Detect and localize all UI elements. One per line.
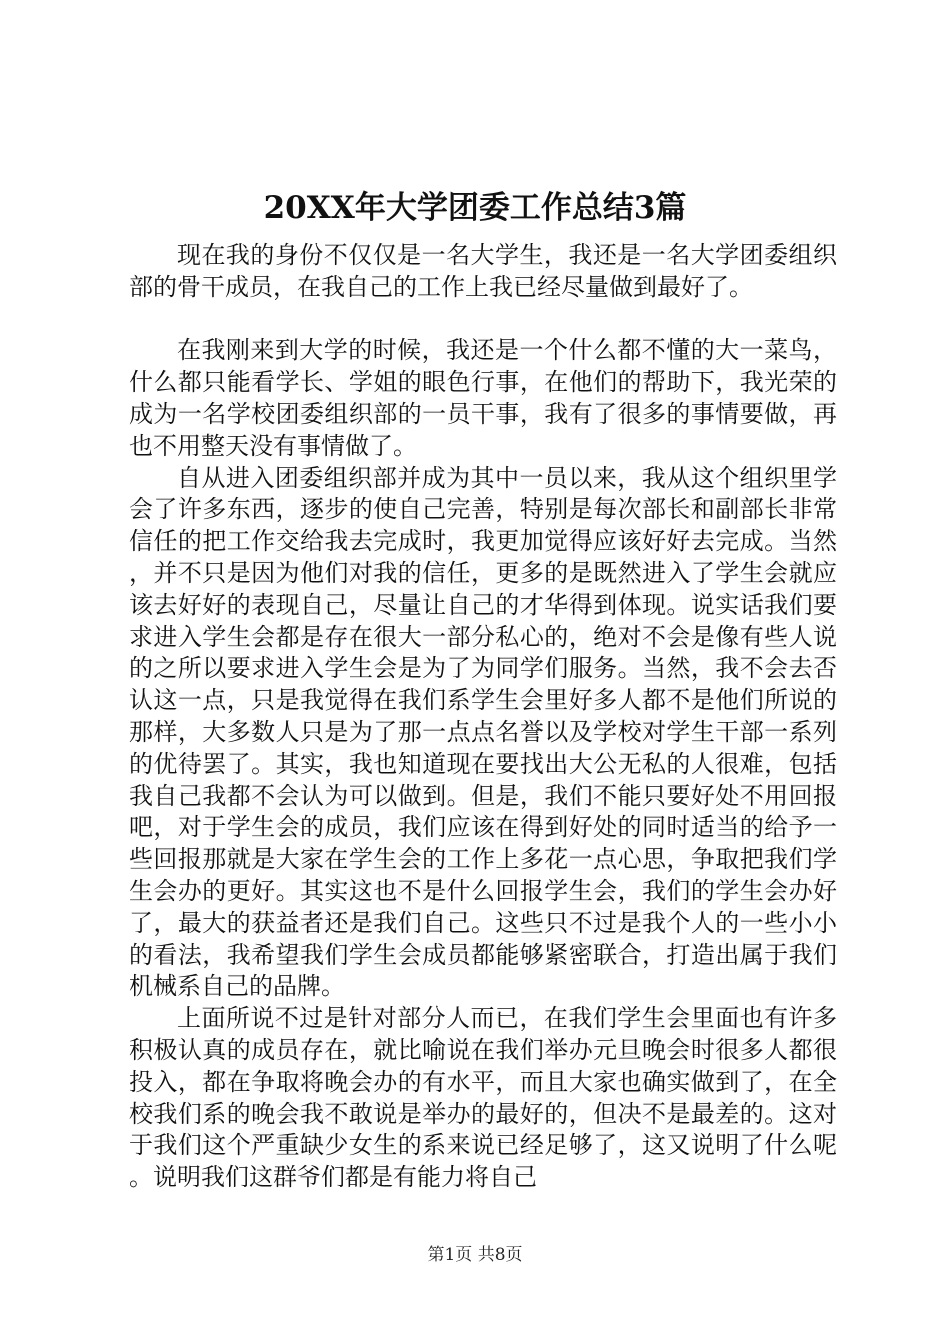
paragraph-4: 上面所说不过是针对部分人而已，在我们学生会里面也有许多积极认真的成员存在，就比喻说在我们举办元旦晚会时很多人都很投入，都在争取将晚会办的有水平，而且大家也确实做到了，在全校我们系的晚会我不敢说是举办的最好的，但决不是最差的。这对于我们这个严重缺少女生的系来说已经足够了，这又说明了什么呢。说明我们这群爷们都是有能力将自己 bbox=[129, 1004, 837, 1192]
paragraph-2: 在我刚来到大学的时候，我还是一个什么都不懂的大一菜鸟，什么都只能看学长、学姐的眼色行事，在他们的帮助下，我光荣的成为一名学校团委组织部的一员干事，我有了很多的事情要做，再也不用整天没有事情做了。 bbox=[129, 336, 837, 460]
paragraph-3: 自从进入团委组织部并成为其中一员以来，我从这个组织里学会了许多东西，逐步的使自己完善，特别是每次部长和副部长非常信任的把工作交给我去完成时，我更加觉得应该好好去完成。当然，并不只是因为他们对我的信任，更多的是既然进入了学生会就应该去好好的表现自己，尽量让自己的才华得到体现。说实话我们要求进入学生会都是存在很大一部分私心的，绝对不会是像有些人说的之所以要求进入学生会是为了为同学们服务。当然，我不会去否认这一点，只是我觉得在我们系学生会里好多人都不是他们所说的那样，大多数人只是为了那一点点名誉以及学校对学生干部一系列的优待罢了。其实，我也知道现在要找出大公无私的人很难，包括我自己我都不会认为可以做到。但是，我们不能只要好处不用回报吧，对于学生会的成员，我们应该在得到好处的同时适当的给予一些回报那就是大家在学生会的工作上多花一点心思，争取把我们学生会办的更好。其实这也不是什么回报学生会，我们的学生会办好了，最大的获益者还是我们自己。这些只不过是我个人的一些小小的看法，我希望我们学生会成员都能够紧密联合，打造出属于我们机械系自己的品牌。 bbox=[129, 463, 837, 1001]
paragraph-1: 现在我的身份不仅仅是一名大学生，我还是一名大学团委组织部的骨干成员，在我自己的工作上我已经尽量做到最好了。 bbox=[129, 241, 837, 301]
document-title: 20XX年大学团委工作总结3篇 bbox=[263, 190, 687, 226]
document-body bbox=[129, 240, 837, 1194]
page-number-footer: 第1页 共8页 bbox=[427, 1245, 523, 1265]
